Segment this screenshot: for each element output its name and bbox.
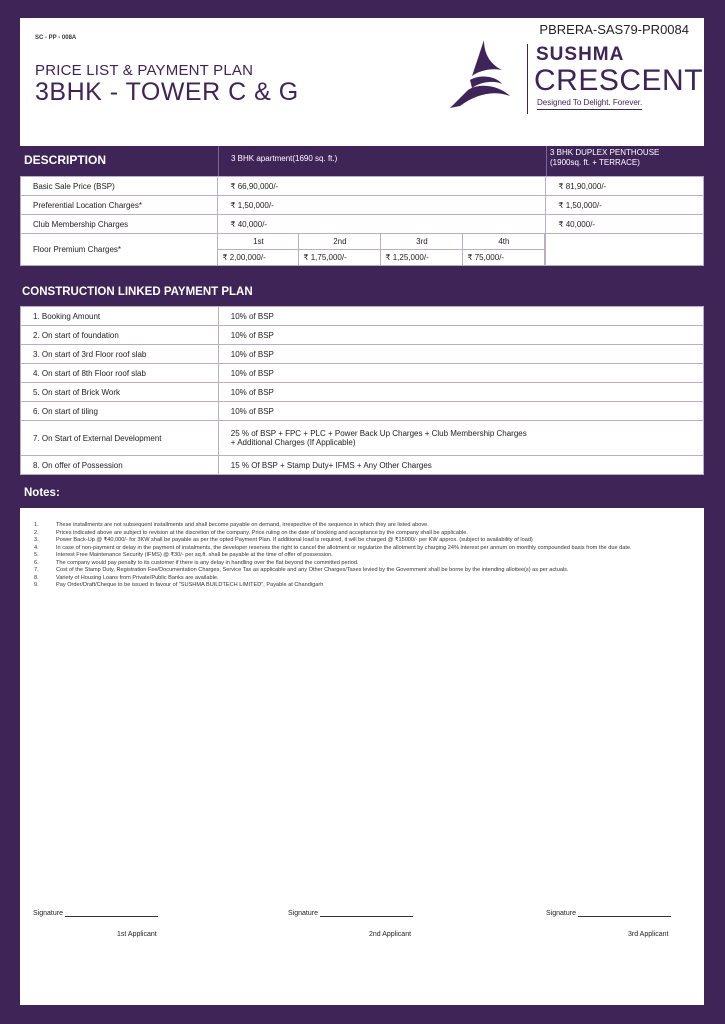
floor-value: ₹ 2,00,000/- (218, 250, 299, 265)
logo-divider (527, 44, 528, 114)
row-label: Club Membership Charges (21, 215, 218, 234)
stage-label: 1. Booking Amount (21, 307, 219, 326)
note-text: Variety of Housing Loans from Private/Public Banks are available. (56, 574, 219, 581)
signature-field[interactable] (578, 916, 671, 917)
floor-label: 4th (463, 234, 545, 250)
rera-number: PBRERA-SAS79-PR0084 (539, 22, 689, 37)
note-item (34, 575, 684, 583)
signature-line-3 (546, 910, 671, 917)
note-number: 6. (34, 559, 39, 566)
notes-panel (20, 508, 704, 1005)
description-heading: DESCRIPTION (24, 153, 107, 167)
table-row (21, 402, 704, 421)
signature-line-1 (33, 910, 158, 917)
header-divider (546, 146, 547, 176)
penthouse-price: ₹ 81,90,000/- (546, 177, 704, 196)
note-number: 8. (34, 574, 39, 581)
applicant-label: 2nd Applicant (369, 931, 412, 938)
floor-label: 3rd (381, 234, 463, 250)
note-item (34, 530, 684, 538)
note-item (34, 552, 684, 560)
stage-label: 2. On start of foundation (21, 326, 219, 345)
payment-plan-heading: CONSTRUCTION LINKED PAYMENT PLAN (22, 286, 253, 298)
note-text: These installments are not subsequent installments and shall become payable on demand, irrespective of the sequence in which they are listed above. (56, 522, 429, 528)
table-row (21, 456, 704, 475)
stage-amount: 10% of BSP (218, 383, 703, 402)
row-label: Preferential Location Charges* (21, 196, 218, 215)
header-panel (20, 18, 704, 146)
stage-label: 5. On start of Brick Work (21, 383, 219, 402)
note-item (34, 522, 684, 530)
note-text: Prices indicated above are subject to revision at the discretion of the company. Price ruling on the date of booking and acceptance by the company shall be applicable. (56, 529, 468, 536)
stage-amount: 10% of BSP (218, 326, 703, 345)
brand-name-top: SUSHMA (536, 44, 625, 65)
row-label: Basic Sale Price (BSP) (21, 177, 218, 196)
note-item (34, 545, 684, 553)
brand-name: CRESCENT (534, 64, 704, 97)
applicant-label: 1st Applicant (117, 931, 157, 938)
payment-plan-table (20, 306, 704, 475)
row-label: Floor Premium Charges* (21, 234, 218, 266)
note-item (34, 560, 684, 568)
apartment-price: ₹ 40,000/- (218, 215, 546, 234)
notes-heading: Notes: (24, 487, 60, 499)
note-text: Cost of the Stamp Duty, Registration Fee/Documentation Charges, Service Tax as applicable and any Other Charges/Taxes levied by the Government shall be borne by the intending allottee(s) as per actuals. (56, 567, 569, 573)
document-code: SC - PP - 008A (35, 35, 77, 41)
table-row (21, 307, 704, 326)
note-number: 3. (34, 537, 39, 543)
stage-label: 7. On Start of External Development (21, 421, 219, 456)
price-table (20, 176, 704, 266)
penthouse-heading-line2: (1900sq. ft. + TERRACE) (550, 158, 640, 167)
stage-amount: 10% of BSP (218, 402, 703, 421)
note-item (34, 582, 684, 590)
table-row (21, 234, 704, 266)
stage-label: 8. On offer of Possession (21, 456, 219, 475)
table-row (21, 364, 704, 383)
note-number: 4. (34, 544, 39, 551)
table-row (21, 421, 704, 456)
stage-amount: 15 % Of BSP + Stamp Duty+ IFMS + Any Other Charges (218, 456, 703, 475)
stage-label: 6. On start of tiling (21, 402, 219, 421)
price-table-header (20, 146, 704, 176)
note-number: 1. (34, 522, 39, 528)
stage-amount-line2: + Additional Charges (If Applicable) (230, 438, 356, 447)
signature-field[interactable] (65, 916, 158, 917)
note-number: 2. (34, 529, 39, 536)
table-row (21, 345, 704, 364)
signature-label: Signature (546, 910, 576, 917)
note-text: Power Back-Up @ ₹40,000/- for 3KW shall be payable as per the opted Payment Plan. If additional load is required, it will be charged @ ₹15000/- per KW approx. (subject to availability of load) (56, 537, 533, 543)
stage-amount: 10% of BSP (218, 364, 703, 383)
stage-amount (218, 421, 703, 456)
signature-label: Signature (33, 910, 63, 917)
signature-label: Signature (288, 910, 318, 917)
note-number: 7. (34, 567, 39, 573)
penthouse-price: ₹ 40,000/- (546, 215, 704, 234)
apartment-price: ₹ 66,90,000/- (218, 177, 546, 196)
apartment-price: ₹ 1,50,000/- (218, 196, 546, 215)
table-row (21, 383, 704, 402)
applicant-label: 3rd Applicant (628, 931, 669, 938)
floor-premium-grid (218, 234, 546, 266)
stage-amount-line1: 25 % of BSP + FPC + PLC + Power Back Up Charges + Club Membership Charges (230, 429, 527, 438)
signature-line-2 (288, 910, 413, 917)
stage-amount: 10% of BSP (218, 345, 703, 364)
table-row (21, 215, 704, 234)
stage-label: 3. On start of 3rd Floor roof slab (21, 345, 219, 364)
floor-value: ₹ 1,75,000/- (299, 250, 381, 265)
table-row (21, 196, 704, 215)
signature-field[interactable] (320, 916, 413, 917)
floor-value: ₹ 75,000/- (463, 250, 545, 265)
sushma-logo-icon (450, 40, 512, 110)
table-row (21, 177, 704, 196)
note-text: Pay Order/Draft/Cheque to be issued in favour of "SUSHMA BUILDTECH LIMITED", Payable at Chandigarh (56, 582, 324, 588)
stage-amount: 10% of BSP (218, 307, 703, 326)
penthouse-heading-line1: 3 BHK DUPLEX PENTHOUSE (550, 148, 660, 157)
note-text: Interest Free Maintenance Security (IFMS) @ ₹30/- per sq.ft. shall be payable at the time of offer of possession. (56, 552, 333, 558)
stage-label: 4. On start of 8th Floor roof slab (21, 364, 219, 383)
brand-tagline: Designed To Delight. Forever. (537, 98, 642, 110)
table-row (21, 326, 704, 345)
floor-value: ₹ 1,25,000/- (381, 250, 463, 265)
penthouse-price: ₹ 1,50,000/- (546, 196, 704, 215)
note-number: 9. (34, 582, 39, 588)
page-subtitle: PRICE LIST & PAYMENT PLAN (35, 62, 254, 79)
page-title: 3BHK - TOWER C & G (35, 78, 299, 106)
note-text: The company would pay penalty to its customer if there is any delay in handling over the flat beyond the committed period. (56, 559, 359, 566)
apartment-column-heading: 3 BHK apartment(1690 sq. ft.) (231, 154, 338, 163)
empty-cell (546, 234, 704, 266)
note-item (34, 537, 684, 545)
notes-list (34, 522, 684, 590)
floor-header-row (218, 235, 545, 250)
floor-value-row (218, 250, 545, 265)
header-divider (218, 146, 219, 176)
floor-label: 1st (218, 234, 299, 250)
note-number: 5. (34, 552, 39, 558)
floor-label: 2nd (299, 234, 381, 250)
note-text: In case of non-payment or delay in the payment of instalments, the developer reserves the right to cancel the allotment or regularize the allotment by charging 24% interest per annum on monthly compounded basis from the due date. (56, 544, 632, 551)
note-item (34, 567, 684, 575)
penthouse-column-heading (550, 148, 659, 168)
